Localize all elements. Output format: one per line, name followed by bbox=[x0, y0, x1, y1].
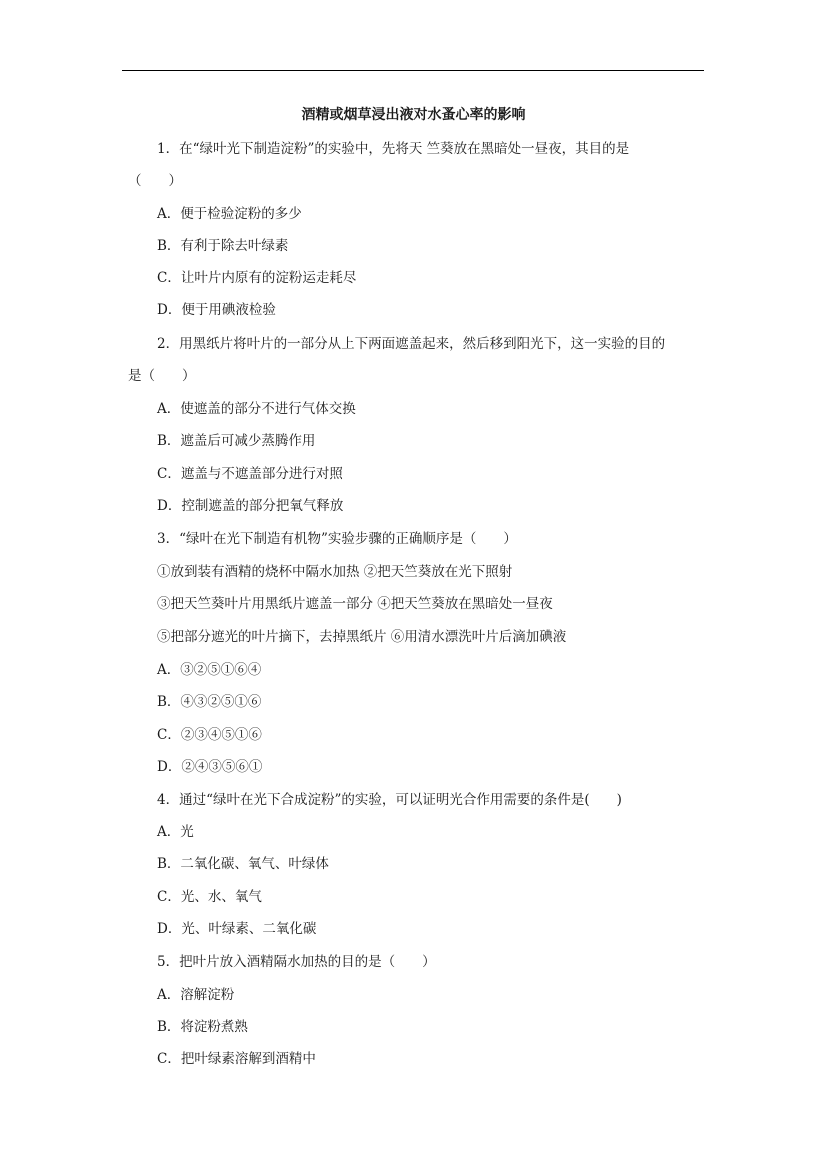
header-rule bbox=[122, 70, 704, 71]
question-3-steps-3: ⑤把部分遮光的叶片摘下，去掉黑纸片 ⑥用清水漂洗叶片后滴加碘液 bbox=[157, 629, 567, 645]
question-5-stem: 5．把叶片放入酒精隔水加热的目的是（ ） bbox=[157, 954, 436, 970]
question-1-option-c: C．让叶片内原有的淀粉运走耗尽 bbox=[157, 270, 357, 286]
question-2-option-a: A．使遮盖的部分不进行气体交换 bbox=[157, 401, 356, 417]
question-1-option-d: D．便于用碘液检验 bbox=[157, 302, 276, 318]
question-1-option-b: B．有利于除去叶绿素 bbox=[157, 238, 289, 254]
question-3-option-d: D．②④③⑤⑥① bbox=[157, 759, 263, 775]
question-2-bracket: 是（ ） bbox=[128, 368, 196, 384]
question-3-steps-2: ③把天竺葵叶片用黑纸片遮盖一部分 ④把天竺葵放在黑暗处一昼夜 bbox=[157, 596, 553, 612]
question-5-option-c: C．把叶绿素溶解到酒精中 bbox=[157, 1051, 316, 1067]
question-4-option-d: D．光、叶绿素、二氧化碳 bbox=[157, 921, 317, 937]
question-1-option-a: A．便于检验淀粉的多少 bbox=[157, 206, 302, 222]
page-title: 酒精或烟草浸出液对水蚤心率的影响 bbox=[301, 107, 526, 123]
question-4-option-a: A．光 bbox=[157, 824, 194, 840]
question-4-option-c: C．光、水、氧气 bbox=[157, 889, 262, 905]
question-3-option-a: A．③②⑤①⑥④ bbox=[157, 662, 262, 678]
question-3-stem: 3．“绿叶在光下制造有机物”实验步骤的正确顺序是（ ） bbox=[157, 531, 517, 547]
question-2-stem: 2．用黑纸片将叶片的一部分从上下两面遮盖起来，然后移到阳光下，这一实验的目的 bbox=[157, 336, 666, 352]
question-3-steps-1: ①放到装有酒精的烧杯中隔水加热 ②把天竺葵放在光下照射 bbox=[157, 564, 513, 580]
question-1-stem: 1．在“绿叶光下制造淀粉”的实验中，先将天 竺葵放在黑暗处一昼夜，其目的是 bbox=[157, 141, 630, 157]
question-4-option-b: B．二氧化碳、氧气、叶绿体 bbox=[157, 856, 329, 872]
question-3-option-c: C．②③④⑤①⑥ bbox=[157, 727, 262, 743]
question-1-bracket: （ ） bbox=[128, 173, 182, 189]
question-5-option-b: B．将淀粉煮熟 bbox=[157, 1019, 248, 1035]
question-2-option-c: C．遮盖与不遮盖部分进行对照 bbox=[157, 466, 343, 482]
question-4-stem: 4．通过“绿叶在光下合成淀粉”的实验，可以证明光合作用需要的条件是( ) bbox=[157, 792, 622, 808]
question-2-option-b: B．遮盖后可减少蒸腾作用 bbox=[157, 433, 316, 449]
question-2-option-d: D．控制遮盖的部分把氧气释放 bbox=[157, 498, 344, 514]
question-5-option-a: A．溶解淀粉 bbox=[157, 987, 235, 1003]
question-3-option-b: B．④③②⑤①⑥ bbox=[157, 694, 262, 710]
